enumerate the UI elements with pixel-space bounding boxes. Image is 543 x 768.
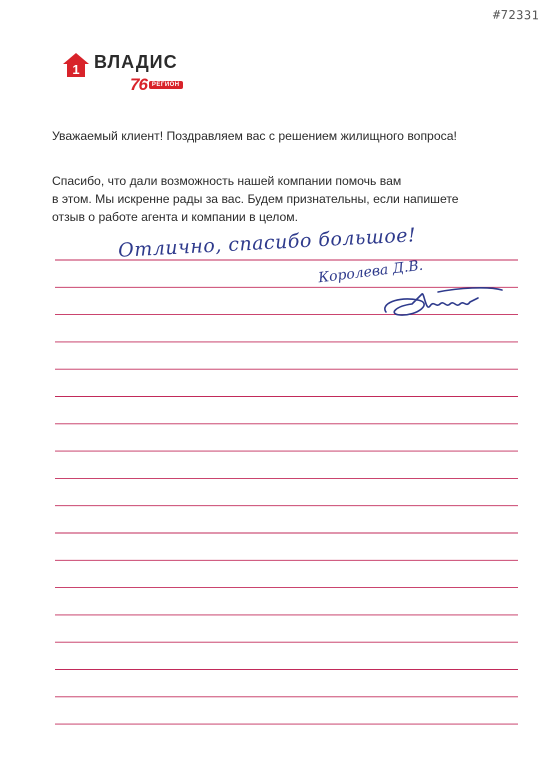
reference-number: #72331 <box>492 7 540 23</box>
handwritten-name: Королева Д.В. <box>317 257 424 287</box>
paragraph-line: отзыв о работе агента и компании в целом. <box>52 210 298 224</box>
paragraph-line: Спасибо, что дали возможность нашей компании помочь вам <box>52 174 402 188</box>
region-word: РЕГИОН <box>149 81 183 89</box>
signature-image <box>378 282 508 324</box>
paragraph-line: в этом. Мы искренне рады за вас. Будем признательны, если напишете <box>52 192 459 206</box>
house-digit: 1 <box>72 62 80 77</box>
region-number: 76 <box>130 75 147 94</box>
handwritten-review: Отлично, спасибо большое! <box>117 224 417 262</box>
brand-name: ВЛАДИС <box>94 52 178 72</box>
greeting-text: Уважаемый клиент! Поздравляем вас с решением жилищного вопроса! <box>52 129 457 143</box>
